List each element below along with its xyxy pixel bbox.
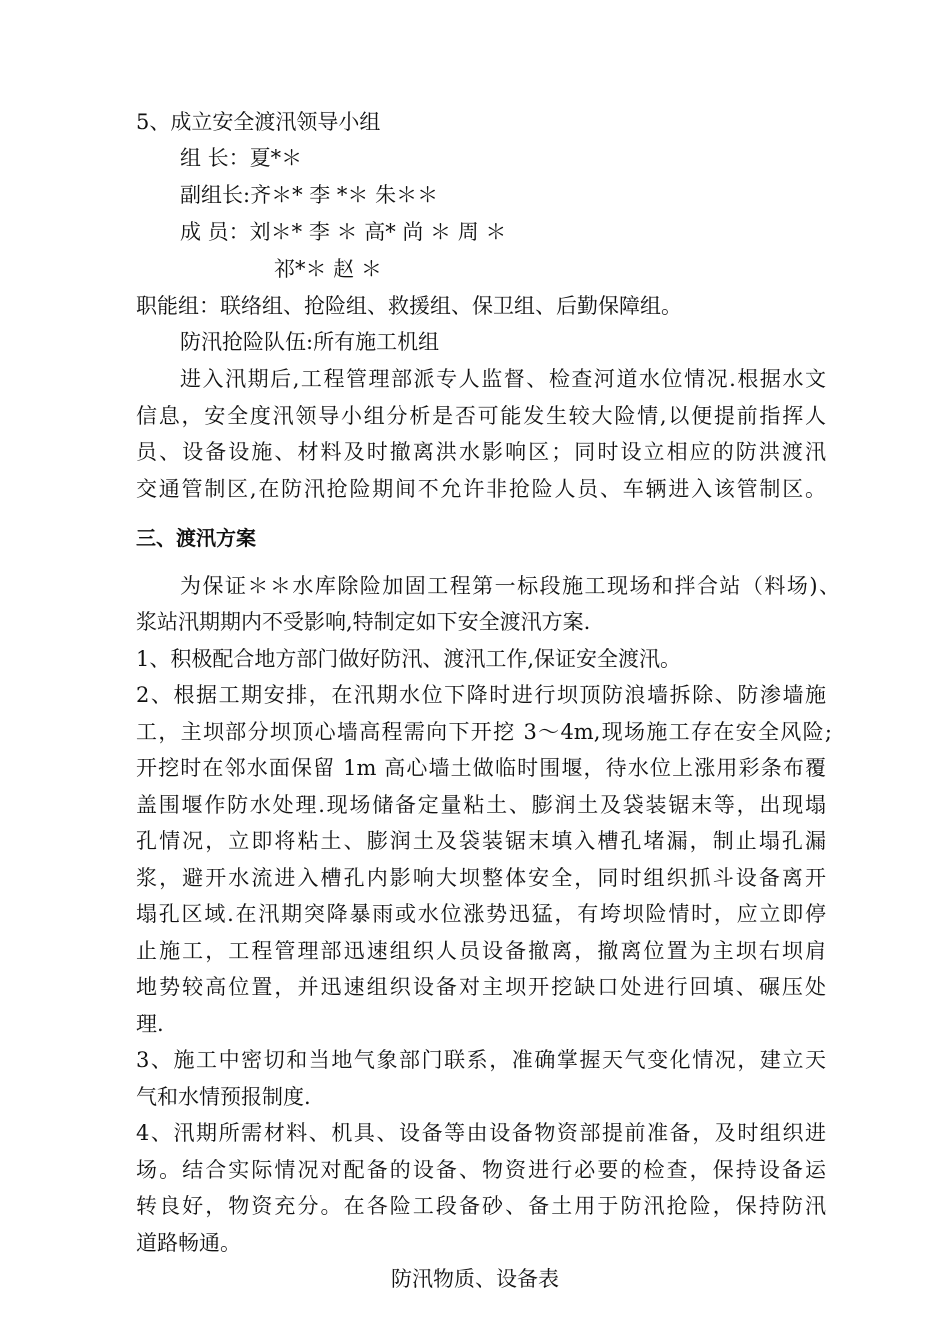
item-2-line: 理. — [136, 1012, 164, 1036]
item-3-line: 气和水情预报制度. — [136, 1085, 311, 1109]
para-line: 员、设备设施、材料及时撤离洪水影响区；同时设立相应的防洪渡汛 — [136, 440, 826, 464]
section-3-heading: 三、渡汛方案 — [136, 526, 256, 550]
item-2-line: 盖围堰作防水处理.现场储备定量粘土、膨润土及袋装锯末等，出现塌 — [136, 793, 826, 817]
function-groups: 职能组：联络组、抢险组、救援组、保卫组、后勤保障组。 — [136, 294, 682, 318]
table-title: 防汛物质、设备表 — [391, 1267, 559, 1291]
item-4-line: 转良好，物资充分。在各险工段备砂、备土用于防汛抢险，保持防汛 — [136, 1194, 826, 1218]
item-2-line: 开挖时在邻水面保留 1m 高心墙土做临时围堰，待水位上涨用彩条布覆 — [136, 756, 826, 780]
members-line-2: 祁*＊ 赵 ＊ — [274, 257, 382, 281]
item-2-line: 工，主坝部分坝顶心墙高程需向下开挖 3～4m,现场施工存在安全风险; — [136, 720, 832, 744]
para-line: 交通管制区,在防汛抢险期间不允许非抢险人员、车辆进入该管制区。 — [136, 477, 826, 501]
item-4-line: 4、汛期所需材料、机具、设备等由设备物资部提前准备，及时组织进 — [136, 1121, 826, 1145]
item-2-line: 止施工，工程管理部迅速组织人员设备撤离，撤离位置为主坝右坝肩 — [136, 939, 826, 963]
item-2-line: 浆，避开水流进入槽孔内影响大坝整体安全，同时组织抓斗设备离开 — [136, 866, 826, 890]
item-4-line: 道路畅通。 — [136, 1231, 241, 1255]
deputy-leader: 副组长:齐＊* 李 *＊ 朱＊＊ — [180, 183, 439, 207]
item-2-line: 地势较高位置，并迅速组织设备对主坝开挖缺口处进行回填、碾压处 — [136, 975, 826, 999]
item-4-line: 场。结合实际情况对配备的设备、物资进行必要的检查，保持设备运 — [136, 1158, 826, 1182]
item-2-line: 孔情况，立即将粘土、膨润土及袋装锯末填入槽孔堵漏，制止塌孔漏 — [136, 829, 826, 853]
section-5-title: 5、成立安全渡汛领导小组 — [136, 110, 381, 134]
rescue-team: 防汛抢险队伍:所有施工机组 — [180, 330, 440, 354]
intro-line: 为保证＊＊水库除险加固工程第一标段施工现场和拌合站（料场)、 — [180, 574, 840, 598]
item-2-line: 塌孔区域.在汛期突降暴雨或水位涨势迅猛，有垮坝险情时，应立即停 — [136, 902, 826, 926]
item-3-line: 3、施工中密切和当地气象部门联系，准确掌握天气变化情况，建立天 — [136, 1048, 826, 1072]
members-line-1: 成 员：刘＊* 李 ＊ 高* 尚 ＊ 周 ＊ — [180, 220, 507, 244]
intro-line: 浆站汛期期内不受影响,特制定如下安全渡汛方案. — [136, 610, 591, 634]
para-line: 信息，安全度汛领导小组分析是否可能发生较大险情,以便提前指挥人 — [136, 404, 826, 428]
group-leader: 组 长：夏*＊ — [180, 146, 303, 170]
item-1: 1、积极配合地方部门做好防汛、渡汛工作,保证安全渡汛。 — [136, 647, 682, 671]
item-2-line: 2、根据工期安排，在汛期水位下降时进行坝顶防浪墙拆除、防渗墙施 — [136, 683, 826, 707]
para-line: 进入汛期后,工程管理部派专人监督、检查河道水位情况.根据水文 — [180, 367, 826, 391]
